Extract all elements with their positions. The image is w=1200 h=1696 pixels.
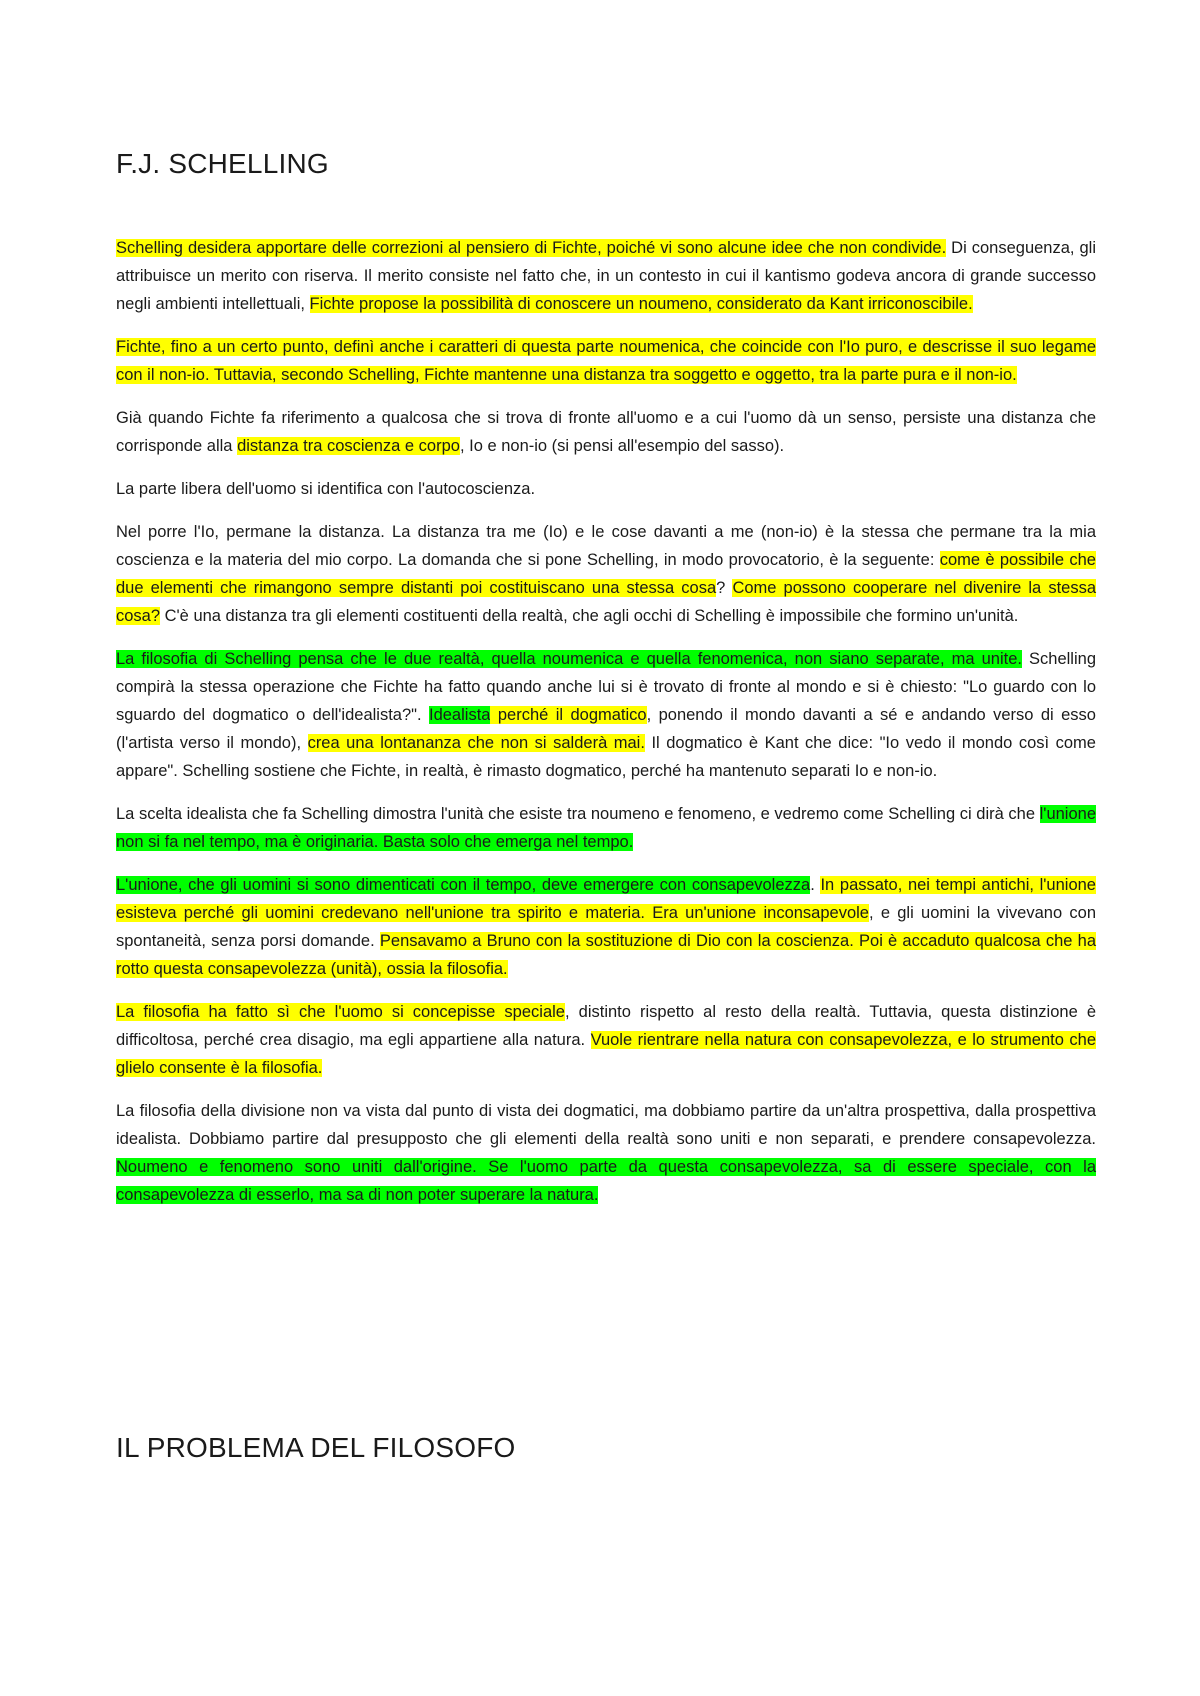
text-run: ?: [716, 579, 733, 597]
highlight-green: La filosofia di Schelling pensa che le due realtà, quella noumenica e quella fenomenica, non siano separate, ma unite.: [116, 650, 1022, 668]
highlight-yellow: Vuole rientrare nella natura con consapevolezza, e lo strumento che glielo consente è la filosofia.: [116, 1031, 1096, 1077]
highlight-yellow: Fichte, fino a un certo punto, definì anche i caratteri di questa parte noumenica, che coincide con l'Io puro, e descrisse il suo legame con il non-io. Tuttavia, secondo Schelling, Fichte mantenne una distanza tra soggetto e oggetto, tra la parte pura e il non-io.: [116, 338, 1096, 384]
text-run: , Io e non-io (si pensi all'esempio del sasso).: [459, 437, 785, 455]
paragraph-9: [116, 998, 1096, 1082]
paragraph-2: [116, 333, 1096, 389]
highlight-yellow: Schelling desidera apportare delle correzioni al pensiero di Fichte, poiché vi sono alcune idee che non condivide.: [116, 239, 947, 257]
highlight-yellow: La filosofia ha fatto sì che l'uomo si concepisse speciale: [116, 1003, 565, 1021]
highlight-yellow: Come possono cooperare nel divenire la stessa cosa?: [116, 579, 1097, 625]
text-run: C'è una distanza tra gli elementi costituenti della realtà, che agli occhi di Schelling è impossibile che formino un'unità.: [160, 607, 1019, 625]
highlight-green: Noumeno e fenomeno sono uniti dall'origine. Se l'uomo parte da questa consapevolezza, sa di essere speciale, con la consapevolezza di esserlo, ma sa di non poter superare la natura.: [116, 1158, 1096, 1204]
highlight-yellow: distanza tra coscienza e corpo: [237, 437, 460, 455]
text-run: Il dogmatico è Kant che dice: "Io vedo il mondo così come appare". Schelling sostiene che Fichte, in realtà, è rimasto dogmatico, perché ha mantenuto separati Io e non-io.: [116, 734, 1096, 780]
highlight-yellow: Fichte propose la possibilità di conoscere un noumeno, considerato da Kant irriconoscibile.: [309, 295, 973, 313]
paragraph-8: [116, 871, 1096, 983]
highlight-yellow: perché il dogmatico: [490, 706, 647, 724]
paragraph-1: [116, 234, 1096, 318]
text-run: La scelta idealista che fa Schelling dimostra l'unità che esiste tra noumeno e fenomeno, e vedremo come Schelling ci dirà che: [116, 805, 1040, 823]
highlight-green: L'unione, che gli uomini si sono dimenticati con il tempo, deve emergere con consapevolezza: [116, 876, 811, 894]
document-title: F.J. SCHELLING: [116, 148, 329, 179]
highlight-yellow: come è possibile che due elementi che rimangono sempre distanti poi costituiscano una stessa cosa: [116, 551, 1096, 597]
highlight-yellow: crea una lontananza che non si salderà mai.: [307, 734, 645, 752]
document-body: [116, 234, 1096, 1224]
paragraph-5: [116, 518, 1096, 630]
text-run: , distinto rispetto al resto della realtà. Tuttavia, questa distinzione è difficoltosa, perché crea disagio, ma egli appartiene alla natura.: [116, 1003, 1097, 1049]
text-run: Nel porre l'Io, permane la distanza. La distanza tra me (Io) e le cose davanti a me (non-io) è la stessa che permane tra la mia coscienza e la materia del mio corpo. La domanda che si pone Schelling, in modo provocatorio, è la seguente:: [116, 523, 1096, 569]
text-run: , e gli uomini la vivevano con spontaneità, senza porsi domande.: [116, 904, 1096, 950]
text-run: Già quando Fichte fa riferimento a qualcosa che si trova di fronte all'uomo e a cui l'uomo dà un senso, persiste una distanza che corrisponde alla: [116, 409, 1096, 455]
paragraph-4: [116, 475, 1096, 503]
highlight-green: l'unione non si fa nel tempo, ma è originaria. Basta solo che emerga nel tempo.: [116, 805, 1096, 851]
text-run: Di conseguenza, gli attribuisce un merito con riserva. Il merito consiste nel fatto che, in un contesto in cui il kantismo godeva ancora di grande successo negli ambienti intellettuali,: [116, 239, 1096, 313]
text-run: .: [810, 876, 821, 894]
section-title: IL PROBLEMA DEL FILOSOFO: [116, 1432, 516, 1463]
paragraph-3: [116, 404, 1096, 460]
paragraph-10: [116, 1097, 1096, 1209]
text-run: , ponendo il mondo davanti a sé e andando verso di esso (l'artista verso il mondo),: [116, 706, 1096, 752]
text-run: Schelling compirà la stessa operazione che Fichte ha fatto quando anche lui si è trovato di fronte al mondo e si è chiesto: "Lo guardo con lo sguardo del dogmatico o dell'idealista?".: [116, 650, 1096, 724]
text-run: La parte libera dell'uomo si identifica con l'autocoscienza.: [116, 480, 536, 498]
paragraph-6: [116, 645, 1096, 785]
highlight-yellow: Pensavamo a Bruno con la sostituzione di Dio con la coscienza. Poi è accaduto qualcosa che ha rotto questa consapevolezza (unità), ossia la filosofia.: [116, 932, 1097, 978]
highlight-yellow: In passato, nei tempi antichi, l'unione esisteva perché gli uomini credevano nell'unione tra spirito e materia. Era un'unione inconsapevole: [116, 876, 1096, 922]
highlight-green: Idealista: [429, 706, 491, 724]
text-run: La filosofia della divisione non va vista dal punto di vista dei dogmatici, ma dobbiamo partire da un'altra prospettiva, dalla prospettiva idealista. Dobbiamo partire dal presupposto che gli elementi della realtà sono uniti e non separati, e prendere consapevolezza.: [116, 1102, 1096, 1148]
paragraph-7: [116, 800, 1096, 856]
